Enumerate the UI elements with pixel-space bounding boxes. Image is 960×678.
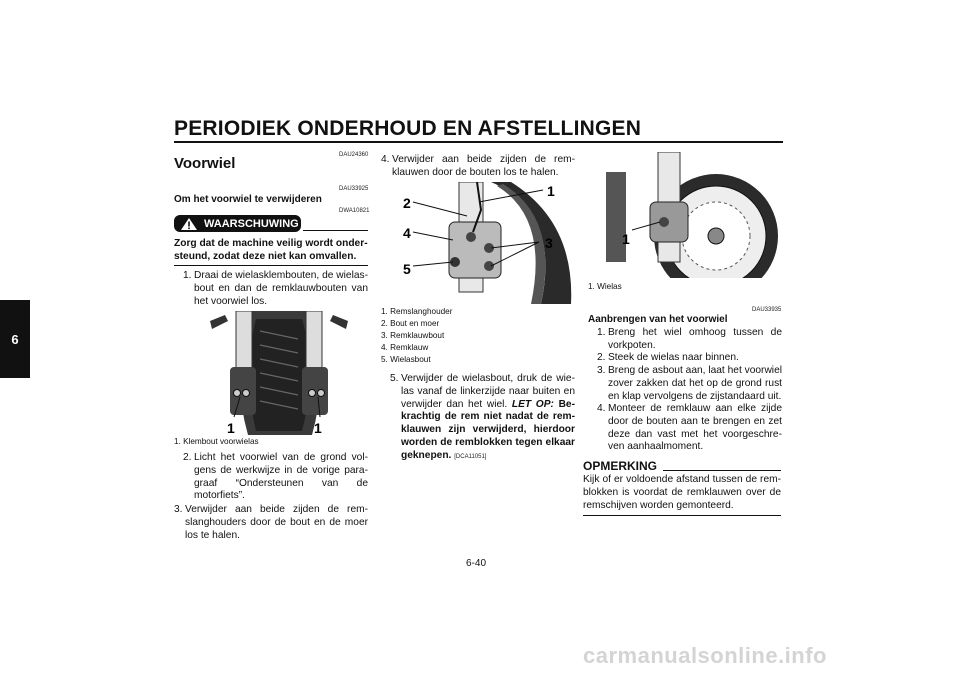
fig2-callout-5: 5 <box>403 261 411 277</box>
warning-end-rule <box>174 265 368 266</box>
install-step-2: 2. Steek de wielas naar binnen. <box>597 352 739 363</box>
fig2-callout-4: 4 <box>403 225 411 241</box>
fig3-callout-1: 1 <box>622 231 630 247</box>
note-line <box>663 470 781 471</box>
step-2: 2. Licht het voorwiel van de grond vol-gens de werkwijze in de vorige para-graaf “Ondersteunen van de motorfiets”. <box>183 452 368 502</box>
warning-text: Zorg dat de machine veilig wordt onder-steund, zodat deze niet kan omvallen. <box>174 238 368 262</box>
step-1: 1. Draai de wielasklembouten, de wielas-bout en dan de remklauwbouten van het voorwiel los. <box>183 270 368 307</box>
page-number: 6-40 <box>466 558 487 569</box>
turn-signal-right-icon <box>330 315 348 329</box>
doc-code: DAU33935 <box>752 307 782 313</box>
figure-brake-caliper <box>381 182 575 304</box>
note-label: OPMERKING <box>583 459 658 473</box>
doc-code: DAU24360 <box>339 152 369 158</box>
watermark: carmanualsonline.info <box>583 643 827 668</box>
fig2-callout-3: 3 <box>545 235 553 251</box>
figure-front-fork <box>190 311 368 435</box>
fig2-callout-1: 1 <box>547 183 555 199</box>
doc-code: DWA10821 <box>339 208 370 214</box>
subheading-install: Aanbrengen van het voorwiel <box>588 314 728 325</box>
fig1-callout-1: 1 <box>227 420 235 435</box>
warning-label: WAARSCHUWING <box>204 217 299 230</box>
fig1-caption: 1. Klembout voorwielas <box>174 437 259 446</box>
section-heading: Voorwiel <box>174 155 236 172</box>
note-text: Kijk of er voldoende afstand tussen de rem-blokken is voordat de remklauwen over de remschijven worden gemonteerd. <box>583 474 781 511</box>
fig2-caption-1: 1. Remslanghouder <box>381 307 453 316</box>
doc-code: DAU33925 <box>339 186 369 192</box>
warning-badge <box>174 215 301 232</box>
fig3-caption: 1. Wielas <box>588 282 622 291</box>
chapter-tab: 6 <box>0 300 30 378</box>
warning-icon <box>180 217 198 231</box>
install-step-3: 3. Breng de asbout aan, laat het voorwiel zover zakken dat het op de grond rust en klap vervolgens de zijstandaard uit. <box>597 365 782 402</box>
step-4: 4. Verwijder aan beide zijden de rem-klauwen door de bouten los te halen. <box>381 154 575 178</box>
turn-signal-left-icon <box>210 315 228 329</box>
figure-wheel-axle <box>588 152 782 278</box>
install-step-1: 1. Breng het wiel omhoog tussen de vorkpoten. <box>597 327 782 351</box>
fig2-caption-3: 3. Remklauwbout <box>381 331 445 340</box>
fig2-caption-5: 5. Wielasbout <box>381 355 431 364</box>
subheading: Om het voorwiel te verwijderen <box>174 194 322 205</box>
page-title: PERIODIEK ONDERHOUD EN AFSTELLINGEN <box>174 117 642 140</box>
warning-line <box>303 230 368 231</box>
title-rule <box>174 141 783 143</box>
step-5: 5. Verwijder de wielasbout, druk de wie-las vanaf de linkerzijde naar buiten en verwijder dan het wiel. LET OP: Be-krachtig de rem niet nadat de rem-klauwen zijn verwijderd, hierdoor worden de remblokken tegen elkaar geknepen. [DCA11051] <box>390 373 575 461</box>
fig2-callout-2: 2 <box>403 195 411 211</box>
fig1-callout-1b: 1 <box>314 420 322 435</box>
fig2-caption-2: 2. Bout en moer <box>381 319 440 328</box>
fig2-caption-4: 4. Remklauw <box>381 343 429 352</box>
note-end-rule <box>583 515 781 516</box>
step-3: 3. Verwijder aan beide zijden de rem-slanghouders door de bout en de moer los te halen. <box>174 504 368 541</box>
install-step-4: 4. Monteer de remklauw aan elke zijde door de bouten aan te brengen en zet deze dan vast met het voorgeschre-ven aanhaalmoment. <box>597 403 782 453</box>
